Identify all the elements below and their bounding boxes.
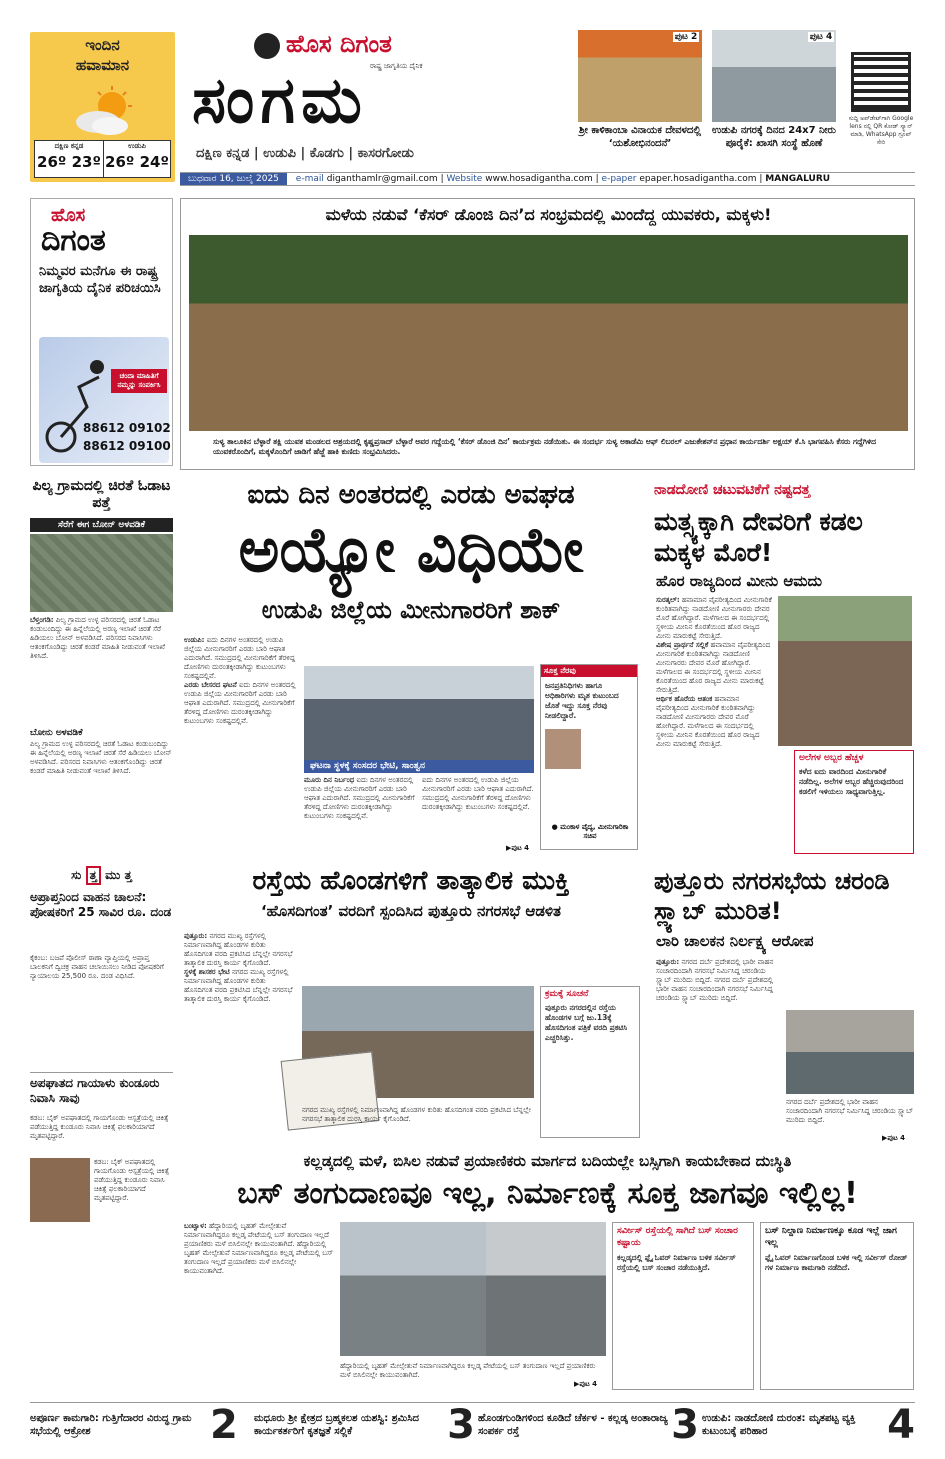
promo-1-photo [578,30,702,122]
column-item-2-portrait [30,1158,90,1222]
footer-teaser-4-text: ಉಡುಪಿ: ನಾಡದೋಣಿ ದುರಂತ: ಮೃತಪಟ್ಟ ವ್ಯಕ್ತಿ ಕುಟುಂಬಕ್ಕೆ ಪರಿಹಾರ [702,1413,856,1437]
suttamutta-column [30,866,173,1258]
puttur-slab-body [656,958,780,1138]
promo-2-page: ಪುಟ 4 [809,32,833,42]
main-story-body-2 [304,776,416,856]
column-logo [30,866,173,886]
city-label: MANGALURU [765,174,831,184]
left-story-body [30,616,173,726]
ad-phone-2[interactable]: 88612 09100 [83,439,171,453]
main-story [180,478,642,858]
qr-caption: ಸುದ್ದಿ ಅಪ್‌ಡೇಟ್‌ಗಾಗಿ Google lens ನಲ್ಲಿ QR ಕೋಡ್ ಸ್ಕ್ಯಾನ್ ಮಾಡಿ, WhatsApp ಗ್ರೂಪ್ ಸೇರಿ [848,115,914,146]
divider [30,1072,173,1073]
masthead-regions: ದಕ್ಷಿಣ ಕನ್ನಡ | ಉಡುಪಿ | ಕೊಡಗು | ಕಾಸರಗೋಡು [196,146,414,161]
left-story-body-2: ಪಿಲ್ಯ ಗ್ರಾಮದ ಉಳ್ಳ ಪರಿಸರದಲ್ಲಿ ಚಿರತೆ ಓಡಾಟ ಕಂಡುಬಂದಿದ್ದು ಈ ಹಿನ್ನೆಲೆಯಲ್ಲಿ ಅರಣ್ಯ ಇಲಾಖೆ ಚಿರತೆ ಸೆರೆ ಹಿಡಿಯಲು ಬೋನ್ ಅಳವಡಿಸಿದೆ. ಪರಿಸರದ ನಿವಾಸಿಗಳು ಆತಂಕಗೊಂಡಿದ್ದು ಚಿರತೆ ಕಂಡರೆ ಮಾಹಿತಿ ನೀಡುವಂತೆ ಇಲಾಖೆ ತಿಳಿಸಿದೆ. [30,740,172,775]
lead-photo [189,235,908,431]
main-story-photo-caption: ಘಟನಾ ಸ್ಥಳಕ್ಕೆ ಸಂಸದರ ಭೇಟಿ, ಸಾಂತ್ವನ [304,760,534,773]
masthead-brand: ಹೊಸ ದಿಗಂತ [286,30,392,58]
bus-story-box-1 [612,1222,754,1390]
puttur-road-box-text: ಪುತ್ತೂರು ನಗರದಲ್ಲಿನ ರಸ್ತೆಯ ಹೊಂಡಗಳ ಬಗ್ಗೆ ಜು.13ಕ್ಕೆ ಹೊಸದಿಗಂತ ಪತ್ರಿಕೆ ವರದಿ ಪ್ರಕಟಿಸಿ ಎಚ್ಚರಿಸಿತ್ತು. [545,1003,628,1042]
weather-title-2: ಹವಾಮಾನ [75,56,130,74]
main-story-text-3: ಐದು ದಿನಗಳ ಅಂತರದಲ್ಲಿ ಉಡುಪಿ ಜಿಲ್ಲೆಯ ಮೀನುಗಾರರಿಗೆ ಎರಡು ಬಾರಿ ಆಘಾತ ಎದುರಾಗಿದೆ. ಸಮುದ್ರದಲ್ಲಿ ಮೀನುಗಾರಿಕೆಗೆ ತೆರಳಿದ್ದ ದೋಣಿಗಳು ದುರಂತಕ್ಕೀಡಾಗಿದ್ದು ಕುಟುಂಬಗಳು ಸಂಕಷ್ಟದಲ್ಲಿವೆ. [304,776,415,820]
footer-teaser-2[interactable] [254,1402,475,1448]
main-story-quote-box [540,664,638,850]
subscription-ad [30,198,173,466]
right-story-sub-2: ಆರ್ಥಿಕ ಹೊರೆಯ ಆತಂಕ [656,695,713,703]
puttur-road-box [540,986,640,1138]
bus-box-2-title: ಬಸ್ ನಿಲ್ದಾಣ ನಿರ್ಮಾಣಕ್ಕೂ ಕೂಡ ಇಲ್ಲೆ ಜಾಗ ಇಲ್ಲ [765,1226,897,1248]
main-story-subhead: ಉಡುಪಿ ಜಿಲ್ಲೆಯ ಮೀನುಗಾರರಿಗೆ ಶಾಕ್ [261,596,561,624]
right-story-body-1 [656,596,772,848]
bus-story-headline: ಬಸ್ ತಂಗುದಾಣವೂ ಇಲ್ಲ, ನಿರ್ಮಾಣಕ್ಕೆ ಸೂಕ್ತ ಜಾಗವೂ ಇಲ್ಲಿಲ್ಲ! [237,1176,858,1211]
left-story-photo [30,534,173,612]
puttur-road-body-2: ನಗರದ ಮುಖ್ಯ ರಸ್ತೆಗಳಲ್ಲಿ ನಿರ್ಮಾಣವಾಗಿದ್ದ ಹೊಂಡಗಳ ಕುರಿತು ಹೊಸದಿಗಂತ ವರದಿ ಪ್ರಕಟಿಸಿದ ಬೆನ್ನಲ್ಲೇ ನಗರಸಭೆ ತಾತ್ಕಾಲಿಕ ದುರಸ್ತಿ ಕಾರ್ಯ ಕೈಗೊಂಡಿದೆ. [302,1106,531,1123]
bus-story [180,1150,915,1396]
right-story-kicker: ನಾಡದೋಣಿ ಚಟುವಟಿಕೆಗೆ ನಷ್ಟದತ್ತ [654,482,811,498]
promo-1-page: ಪುಟ 2 [674,32,698,42]
main-story-continued[interactable]: ▶ಪುಟ 4 [506,844,529,852]
right-story-headline: ಮತ್ಸ್ಯಕ್ಕಾಗಿ ದೇವರಿಗೆ ಕಡಲ ಮಕ್ಕಳ ಮೊರೆ! [654,507,863,567]
weather-region-1: ದಕ್ಷಿಣ ಕನ್ನಡ [54,142,84,150]
footer-teaser-1[interactable] [30,1402,251,1448]
puttur-road-text: ನಗರದ ಮುಖ್ಯ ರಸ್ತೆಗಳಲ್ಲಿ ನಿರ್ಮಾಣವಾಗಿದ್ದ ಹೊಂಡಗಳ ಕುರಿತು ಹೊಸದಿಗಂತ ವರದಿ ಪ್ರಕಟಿಸಿದ ಬೆನ್ನಲ್ಲೇ ನಗರಸಭೆ ತಾತ್ಕಾಲಿಕ ದುರಸ್ತಿ ಕಾರ್ಯ ಕೈಗೊಂಡಿದೆ. [184,932,293,967]
masthead-tagline: ರಾಷ್ಟ್ರ ಜಾಗೃತಿಯ ದೈನಿಕ [370,62,423,70]
right-story-text: ಹವಾಮಾನ ವೈಪರೀತ್ಯದಿಂದ ಮೀನುಗಾರಿಕೆ ಕುಂಠಿತವಾಗಿದ್ದು ನಾಡದೋಣಿ ಮೀನುಗಾರರು ದೇವರ ಮೊರೆ ಹೋಗಿದ್ದಾರೆ. ಮಳೆಗಾಲದ ಈ ಸಂದರ್ಭದಲ್ಲಿ ಸ್ಥಳೀಯ ಮೀನಿನ ಕೊರತೆಯಿಂದ ಹೊರ ರಾಜ್ಯದ ಮೀನು ಮಾರುಕಟ್ಟೆ ಸೇರುತ್ತಿದೆ. [656,596,772,640]
puttur-road-byline: ಪುತ್ತೂರು: [184,932,208,940]
left-story [30,478,173,858]
bus-story-body [184,1222,334,1390]
footer-teaser-3-text: ಹೊಂಡಗುಂಡಿಗಳಿಂದ ಕೂಡಿದೆ ಚೆರ್ಕಳ - ಕಲ್ಲಡ್ಕ ಅಂತಾರಾಜ್ಯ ಸಂಪರ್ಕ ರಸ್ತೆ [478,1413,668,1437]
quote-box-title: ಸೂಕ್ತ ನೆರವು [541,665,637,677]
main-story-sub-1: ಎರಡು ಬೇಸರದ ಘಟನೆ [184,681,237,689]
main-story-photo [304,666,534,760]
weather-title-1: ಇಂದಿನ [85,36,120,54]
bus-story-continued[interactable]: ▶ಪುಟ 4 [574,1380,597,1388]
right-story-box [794,750,914,854]
quote-box-portrait [545,729,581,769]
bus-story-text: ಹೆದ್ದಾರಿಯಲ್ಲಿ ಬೃಹತ್ ಮೇಲ್ಸೇತುವೆ ನಿರ್ಮಾಣವಾಗಿದ್ದರೂ ಕಲ್ಲಡ್ಕ ಪೇಟೆಯಲ್ಲಿ ಬಸ್ ತಂಗುದಾಣ ಇಲ್ಲದೆ ಪ್ರಯಾಣಿಕರು ಮಳೆ ಬಿಸಿಲಿನಲ್ಲೇ ಕಾಯುವಂತಾಗಿದೆ. [184,1222,329,1248]
website-link[interactable]: www.hosadigantha.com [485,174,593,184]
masthead-logo-icon [254,33,280,59]
right-story-sub-1: ವಿಶೇಷ ಪ್ರಾರ್ಥನೆ ಸಲ್ಲಿಕೆ [656,641,709,649]
promo-2-photo [712,30,836,122]
right-story-photo [778,596,912,746]
column-logo-mid: ತ್ತ [86,866,101,885]
ad-brand: ದಿಗಂತ [41,223,106,258]
sun-cloud-icon [70,84,140,139]
bus-story-box-2 [760,1222,914,1390]
main-story-byline: ಉಡುಪಿ: [184,636,205,644]
bus-story-photo-2 [486,1222,606,1356]
puttur-road-headline: ರಸ್ತೆಯ ಹೊಂಡಗಳಿಗೆ ತಾತ್ಕಾಲಿಕ ಮುಕ್ತಿ [252,866,570,896]
right-story [652,478,915,858]
puttur-road-subhead: ‘ಹೊಸದಿಗಂತ’ ವರದಿಗೆ ಸ್ಪಂದಿಸಿದ ಪುತ್ತೂರು ನಗರಸಭೆ ಆಡಳಿತ [260,902,561,920]
weather-table [34,140,171,178]
footer-teaser-2-text: ಮಧೂರು ಶ್ರೀ ಕ್ಷೇತ್ರದ ಬ್ರಹ್ಮಕಲಶ ಯಶಸ್ವಿ: ಶ್ರಮಿಸಿದ ಕಾರ್ಯಕರ್ತರಿಗೆ ಕೃತಜ್ಞತೆ ಸಲ್ಲಿಕೆ [254,1413,420,1437]
main-story-sub-2: ಮೂರು ದಿನ ನಿರ್ಬಂಧ [304,776,355,784]
left-story-subhead: ಸೆರೆಗೆ ಈಗ ಬೋನ್ ಅಳವಡಿಕೆ [30,518,173,532]
lead-caption: ಸುಳ್ಯ ತಾಲೂಕಿನ ಬೆಳ್ಳಾರೆ ತಕ್ಷಿ ಯುವಕ ಮಂಡಲದ ಆಶ್ರಯದಲ್ಲಿ ಕೃಷ್ಣಪ್ರಸಾದ್ ಬೆಳ್ಳಾರೆ ಅವರ ಗದ್ದೆಯಲ್ಲಿ ‘ಕೆಸರ್ ಡೊಂಜಿ ದಿನ’ ಕಾರ್ಯಕ್ರಮ ನಡೆಯಿತು. ಈ ಸಂದರ್ಭ ಸುಳ್ಯ ಅಕಾಡೆಮಿ ಆಫ್ ಲಿಬರಲ್ ಎಜುಕೇಶನ್‌ನ ಪ್ರಧಾನ ಕಾರ್ಯದರ್ಶಿ ಅಕ್ಷಯ್ ಕೆ.ಸಿ ಭಾಗವಹಿಸಿ ಕೆಸರು ಗದ್ದೆಗಿಳಿದ ಯುವಕರೊಂದಿಗೆ, ಮಕ್ಕಳೊಂದಿಗೆ ಜಾಡಿಗೆ ಹೆಜ್ಜೆ ಹಾಕಿ ಕುಣಿದು ಸಂಭ್ರಮಿಸಿದರು. [213,437,876,456]
footer-teaser-3-page: 3 [671,1402,699,1448]
quote-box-text: ಜನಪ್ರತಿನಿಧಿಗಳು ಹಾಗೂ ಅಧಿಕಾರಿಗಳು ಮೃತ ಕುಟುಂಬದ ಜೊತೆ ಇದ್ದು ಸೂಕ್ತ ನೆರವು ನೀಡಲಿದ್ದಾರೆ. [545,681,619,720]
date-badge: ಬುಧವಾರ 16, ಜುಲೈ 2025 [180,173,287,185]
bus-story-kicker: ಕಲ್ಲಡ್ಕದಲ್ಲಿ ಮಳೆ, ಬಿಸಿಲ ನಡುವೆ ಪ್ರಯಾಣಿಕರು ಮಾರ್ಗದ ಬದಿಯಲ್ಲೇ ಬಸ್ಸಿಗಾಗಿ ಕಾಯಬೇಕಾದ ದುಃಸ್ಥಿತಿ [303,1152,792,1170]
puttur-road-text-2: ನಗರದ ಮುಖ್ಯ ರಸ್ತೆಗಳಲ್ಲಿ ನಿರ್ಮಾಣವಾಗಿದ್ದ ಹೊಂಡಗಳ ಕುರಿತು ಹೊಸದಿಗಂತ ವರದಿ ಪ್ರಕಟಿಸಿದ ಬೆನ್ನಲ್ಲೇ ನಗರಸಭೆ ತಾತ್ಕಾಲಿಕ ದುರಸ್ತಿ ಕಾರ್ಯ ಕೈಗೊಂಡಿದೆ. [184,968,293,1003]
footer-teaser-4-page: 4 [887,1402,915,1448]
puttur-slab-text: ನಗರದ ದರ್ಬೆ ಪ್ರದೇಶದಲ್ಲಿ ಭಾರೀ ವಾಹನ ಸಂಚಾರದಿಂದಾಗಿ ನಗರಸಭೆ ನಿರ್ಮಿಸಿದ್ದ ಚರಂಡಿಯ ಸ್ಲ್ಯಾಬ್ ಮುರಿದು ಬಿದ್ದಿದೆ. [656,958,774,984]
main-story-text: ಐದು ದಿನಗಳ ಅಂತರದಲ್ಲಿ ಉಡುಪಿ ಜಿಲ್ಲೆಯ ಮೀನುಗಾರರಿಗೆ ಎರಡು ಬಾರಿ ಆಘಾತ ಎದುರಾಗಿದೆ. ಸಮುದ್ರದಲ್ಲಿ ಮೀನುಗಾರಿಕೆಗೆ ತೆರಳಿದ್ದ ದೋಣಿಗಳು ದುರಂತಕ್ಕೀಡಾಗಿದ್ದು ಕುಟುಂಬಗಳು ಸಂಕಷ್ಟದಲ್ಲಿವೆ. [184,636,296,680]
ad-badge: ಚಂದಾ ಮಾಹಿತಿಗೆ ನಮ್ಮನ್ನು ಸಂಪರ್ಕಿಸಿ [111,369,167,393]
lead-headline: ಮಳೆಯ ನಡುವೆ ‘ಕೆಸರ್ ಡೊಂಜಿ ದಿನ’ದ ಸಂಭ್ರಮದಲ್ಲಿ ಮಿಂದೆದ್ದ ಯುವಕರು, ಮಕ್ಕಳು! [325,205,772,224]
right-story-subhead: ಹೊರ ರಾಜ್ಯದಿಂದ ಮೀನು ಆಮದು [656,572,822,590]
puttur-slab-story [652,866,915,1148]
bus-box-1-text: ಕಲ್ಲಡ್ಕದಲ್ಲಿ ಫ್ಲೈ ಓವರ್ ನಿರ್ಮಾಣ ಬಳಿಕ ಸರ್ವೀಸ್ ರಸ್ತೆಯಲ್ಲಿ ಬಸ್ ಸಂಚಾರ ನಡೆಯುತ್ತಿದೆ. [617,1253,736,1272]
column-item-2-body: ಕಡಬ: ಬೈಕ್ ಅಪಘಾತದಲ್ಲಿ ಗಾಯಗೊಂಡು ಆಸ್ಪತ್ರೆಯಲ್ಲಿ ಚಿಕಿತ್ಸೆ ಪಡೆಯುತ್ತಿದ್ದ ಕುಂಡೂರು ನಿವಾಸಿ ಚಿಕಿತ್ಸೆ ಫಲಕಾರಿಯಾಗದೆ ಮೃತಪಟ್ಟಿದ್ದಾರೆ. [30,1114,169,1140]
puttur-slab-headline: ಪುತ್ತೂರು ನಗರಸಭೆಯ ಚರಂಡಿ ಸ್ಲ್ಯಾಬ್ ಮುರಿತ! [654,867,890,925]
website-label: Website [446,174,483,184]
left-story-headline: ಪಿಲ್ಯ ಗ್ರಾಮದಲ್ಲಿ ಚಿರತೆ ಓಡಾಟ ಪತ್ತೆ [32,478,171,511]
email-link[interactable]: diganthamlr@gmail.com [326,174,438,184]
bus-box-2-text: ಫ್ಲೈ ಓವರ್ ನಿರ್ಮಾಣಗೊಂಡ ಬಳಿಕ ಇಲ್ಲಿ ಸರ್ವೀಸ್ ರೋಡ್ ಗಳ ನಿರ್ಮಾಣ ಕಾಮಗಾರಿ ನಡೆದಿದೆ. [765,1253,908,1272]
puttur-road-body [184,932,296,1144]
divider [103,141,104,177]
right-box-title: ಅಲೆಗಳ ಅಬ್ಬರ ಹೆಚ್ಚಳ [799,753,864,763]
right-box-text: ಕಳೆದ ಐದು ವಾರದಿಂದ ಮೀನುಗಾರಿಕೆ ನಡೆದಿಲ್ಲ. ಅಲೆಗಳ ಅಬ್ಬರ ಹೆಚ್ಚಿರುವುದರಿಂದ ಕಡಲಿಗೆ ಇಳಿಯಲು ಸಾಧ್ಯವಾಗುತ್ತಿಲ್ಲ. [799,767,904,796]
weather-box [30,32,175,182]
footer-teaser-4[interactable] [702,1402,915,1448]
footer-teaser-2-page: 3 [447,1402,475,1448]
bus-box-1-title: ಸರ್ವೀಸ್ ರಸ್ತೆಯಲ್ಲಿ ಸಾಗಿದೆ ಬಸ್ ಸಂಚಾರ ಕಷ್ಟಾಯ [617,1226,738,1248]
left-story-subhead-2: ಬೋನು ಅಳವಡಿಕೆ [30,728,83,738]
puttur-slab-continued[interactable]: ▶ಪುಟ 4 [882,1134,905,1142]
puttur-road-sub-1: ಸ್ಥಳಕ್ಕೆ ಶಾಸಕರ ಭೇಟಿ [184,968,230,976]
footer-teaser-1-page: 2 [210,1402,238,1448]
footer-teaser-3[interactable] [478,1402,699,1448]
epaper-link[interactable]: epaper.hosadigantha.com [639,174,757,184]
weather-region-2: ಉಡುಪಿ [128,142,146,150]
footer-teaser-1-text: ಅಪೂರ್ಣ ಕಾಮಗಾರಿ: ಗುತ್ತಿಗೆದಾರರ ವಿರುದ್ಧ ಗ್ರಾಮ ಸಭೆಯಲ್ಲಿ ಆಕ್ರೋಶ [30,1413,192,1437]
left-story-byline: ಬೆಳ್ತಂಗಡಿ: [30,616,54,624]
promo-1-caption: ಶ್ರೀ ಕಾಳಿಕಾಂಬಾ ವಿನಾಯಕ ದೇವಳದಲ್ಲಿ ‘ಯಶೋಭಿನಂದನೆ’ [579,125,701,149]
main-story-kicker: ಐದು ದಿನ ಅಂತರದಲ್ಲಿ ಎರಡು ಅವಘಡ [247,480,575,510]
qr-code-icon [851,52,911,112]
bus-story-body-2: ಹೆದ್ದಾರಿಯಲ್ಲಿ ಬೃಹತ್ ಮೇಲ್ಸೇತುವೆ ನಿರ್ಮಾಣವಾಗಿದ್ದರೂ ಕಲ್ಲಡ್ಕ ಪೇಟೆಯಲ್ಲಿ ಬಸ್ ತಂಗುದಾಣ ಇಲ್ಲದೆ ಪ್ರಯಾಣಿಕರು ಮಳೆ ಬಿಸಿಲಿನಲ್ಲೇ ಕಾಯುವಂತಾಗಿದೆ. [340,1362,596,1379]
column-item-2-body-2: ಕಡಬ: ಬೈಕ್ ಅಪಘಾತದಲ್ಲಿ ಗಾಯಗೊಂಡು ಆಸ್ಪತ್ರೆಯಲ್ಲಿ ಚಿಕಿತ್ಸೆ ಪಡೆಯುತ್ತಿದ್ದ ಕುಂಡೂರು ನಿವಾಸಿ ಚಿಕಿತ್ಸೆ ಫಲಕಾರಿಯಾಗದೆ ಮೃತಪಟ್ಟಿದ್ದಾರೆ. [94,1158,170,1202]
left-story-text: ಪಿಲ್ಯ ಗ್ರಾಮದ ಉಳ್ಳ ಪರಿಸರದಲ್ಲಿ ಚಿರತೆ ಓಡಾಟ ಕಂಡುಬಂದಿದ್ದು ಈ ಹಿನ್ನೆಲೆಯಲ್ಲಿ ಅರಣ್ಯ ಇಲಾಖೆ ಚಿರತೆ ಸೆರೆ ಹಿಡಿಯಲು ಬೋನ್ ಅಳವಡಿಸಿದೆ. ಪರಿಸರದ ನಿವಾಸಿಗಳು ಆತಂಕಗೊಂಡಿದ್ದು ಚಿರತೆ ಕಂಡರೆ ಮಾಹಿತಿ ನೀಡುವಂತೆ ಇಲಾಖೆ ತಿಳಿಸಿದೆ. [30,616,165,660]
column-logo-right: ಮು ತ್ತ [105,868,132,882]
main-story-headline: ಅಯ್ಯೋ ವಿಧಿಯೇ [238,513,584,586]
ad-text: ನಿಮ್ಮವರ ಮನೆಗೂ ಈ ರಾಷ್ಟ್ರ ಜಾಗೃತಿಯ ದೈನಿಕ ಪರಿಚಯಿಸಿ [39,264,161,296]
right-story-text-3: ಹವಾಮಾನ ವೈಪರೀತ್ಯದಿಂದ ಮೀನುಗಾರಿಕೆ ಕುಂಠಿತವಾಗಿದ್ದು ನಾಡದೋಣಿ ಮೀನುಗಾರರು ದೇವರ ಮೊರೆ ಹೋಗಿದ್ದಾರೆ. ಮಳೆಗಾಲದ ಈ ಸಂದರ್ಭದಲ್ಲಿ ಸ್ಥಳೀಯ ಮೀನಿನ ಕೊರತೆಯಿಂದ ಹೊರ ರಾಜ್ಯದ ಮೀನು ಮಾರುಕಟ್ಟೆ ಸೇರುತ್ತಿದೆ. [656,695,760,748]
puttur-slab-subhead: ಲಾರಿ ಚಾಲಕನ ನಿರ್ಲಕ್ಷ್ಯ ಆರೋಪ [656,932,814,950]
column-item-1-headline: ಅಪ್ರಾಪ್ತನಿಂದ ವಾಹನ ಚಾಲನೆ: ಪೋಷಕರಿಗೆ 25 ಸಾವಿರ ರೂ. ದಂಡ [30,890,172,919]
lead-story [180,198,915,470]
ad-phone-1[interactable]: 88612 09102 [83,421,171,435]
column-logo-left: ಸು [71,868,82,882]
bus-story-text-2: ಹೆದ್ದಾರಿಯಲ್ಲಿ ಬೃಹತ್ ಮೇಲ್ಸೇತುವೆ ನಿರ್ಮಾಣವಾಗಿದ್ದರೂ ಕಲ್ಲಡ್ಕ ಪೇಟೆಯಲ್ಲಿ ಬಸ್ ತಂಗುದಾಣ ಇಲ್ಲದೆ ಪ್ರಯಾಣಿಕರು ಮಳೆ ಬಿಸಿಲಿನಲ್ಲೇ ಕಾಯುವಂತಾಗಿದೆ. [184,1240,333,1275]
puttur-slab-body-2: ನಗರದ ದರ್ಬೆ ಪ್ರದೇಶದಲ್ಲಿ ಭಾರೀ ವಾಹನ ಸಂಚಾರದಿಂದಾಗಿ ನಗರಸಭೆ ನಿರ್ಮಿಸಿದ್ದ ಚರಂಡಿಯ ಸ್ಲ್ಯಾಬ್ ಮುರಿದು ಬಿದ್ದಿದೆ. [786,1098,914,1124]
puttur-road-box-title: ಕ್ರಮಕ್ಕೆ ಸೂಚನೆ [545,989,589,999]
right-story-byline: ಸುರತ್ಕಲ್: [656,596,680,604]
column-item-1-body: ಕೈಕಂಬ: ಬಜಪೆ ಪೊಲೀಸ್ ಠಾಣಾ ವ್ಯಾಪ್ತಿಯಲ್ಲಿ ಅಪ್ರಾಪ್ತ ಬಾಲಕನಿಗೆ ದ್ವಿಚಕ್ರ ವಾಹನ ಚಲಾಯಿಸಲು ನೀಡಿದ ಪೋಷಕರಿಗೆ ನ್ಯಾಯಾಲಯ 25,500 ರೂ. ದಂಡ ವಿಧಿಸಿದೆ. [30,954,164,980]
main-story-body-1 [184,636,296,848]
puttur-road-story [180,866,642,1148]
weather-temp-2: 26º 24º [105,153,169,171]
puttur-slab-photo [786,1010,914,1094]
column-item-2-headline: ಅಪಘಾತದ ಗಾಯಾಳು ಕುಂಡೂರು ನಿವಾಸಿ ಸಾವು [30,1076,160,1105]
quote-box-name: ● ಮಂಕಾಳ ವೈದ್ಯ, ಮೀನುಗಾರಿಕಾ ಸಚಿವ [551,823,629,840]
ad-brand-small: ಹೊಸ [51,205,86,226]
masthead-title: ಸಂಗಮ [192,64,368,138]
right-story-text-2: ಹವಾಮಾನ ವೈಪರೀತ್ಯದಿಂದ ಮೀನುಗಾರಿಕೆ ಕುಂಠಿತವಾಗಿದ್ದು ನಾಡದೋಣಿ ಮೀನುಗಾರರು ದೇವರ ಮೊರೆ ಹೋಗಿದ್ದಾರೆ. ಮಳೆಗಾಲದ ಈ ಸಂದರ್ಭದಲ್ಲಿ ಸ್ಥಳೀಯ ಮೀನಿನ ಕೊರತೆಯಿಂದ ಹೊರ ರಾಜ್ಯದ ಮೀನು ಮಾರುಕಟ್ಟೆ ಸೇರುತ್ತಿದೆ. [656,641,771,694]
email-label: e-mail [295,174,324,184]
bus-story-byline: ಬಂಟ್ವಾಳ: [184,1222,207,1230]
puttur-slab-byline: ಪುತ್ತೂರು: [656,958,680,966]
footer-teasers [30,1402,915,1448]
weather-temp-1: 26º 23º [37,153,101,171]
epaper-label: e-paper [601,174,637,184]
main-story-text-2: ಐದು ದಿನಗಳ ಅಂತರದಲ್ಲಿ ಉಡುಪಿ ಜಿಲ್ಲೆಯ ಮೀನುಗಾರರಿಗೆ ಎರಡು ಬಾರಿ ಆಘಾತ ಎದುರಾಗಿದೆ. ಸಮುದ್ರದಲ್ಲಿ ಮೀನುಗಾರಿಕೆಗೆ ತೆರಳಿದ್ದ ದೋಣಿಗಳು ದುರಂತಕ್ಕೀಡಾಗಿದ್ದು ಕುಟುಂಬಗಳು ಸಂಕಷ್ಟದಲ್ಲಿವೆ. [184,681,296,725]
main-story-body-3: ಐದು ದಿನಗಳ ಅಂತರದಲ್ಲಿ ಉಡುಪಿ ಜಿಲ್ಲೆಯ ಮೀನುಗಾರರಿಗೆ ಎರಡು ಬಾರಿ ಆಘಾತ ಎದುರಾಗಿದೆ. ಸಮುದ್ರದಲ್ಲಿ ಮೀನುಗಾರಿಕೆಗೆ ತೆರಳಿದ್ದ ದೋಣಿಗಳು ದುರಂತಕ್ಕೀಡಾಗಿದ್ದು ಕುಟುಂಬಗಳು ಸಂಕಷ್ಟದಲ್ಲಿವೆ. [422,776,534,811]
info-bar: ಬುಧವಾರ 16, ಜುಲೈ 2025 e-mail diganthamlr@gmail.com | Website www.hosadigantha.com | e-paper epaper.hosadigantha.com | MANGALURU [180,172,915,186]
promo-2-caption: ಉಡುಪಿ ನಗರಕ್ಕೆ ದಿನದ 24x7 ನೀರು ಪೂರೈಕೆ: ಖಾಸಗಿ ಸಂಸ್ಥೆ ಹೊಣೆ [712,125,836,149]
puttur-slab-text-2: ನಗರದ ದರ್ಬೆ ಪ್ರದೇಶದಲ್ಲಿ ಭಾರೀ ವಾಹನ ಸಂಚಾರದಿಂದಾಗಿ ನಗರಸಭೆ ನಿರ್ಮಿಸಿದ್ದ ಚರಂಡಿಯ ಸ್ಲ್ಯಾಬ್ ಮುರಿದು ಬಿದ್ದಿದೆ. [656,976,774,1002]
